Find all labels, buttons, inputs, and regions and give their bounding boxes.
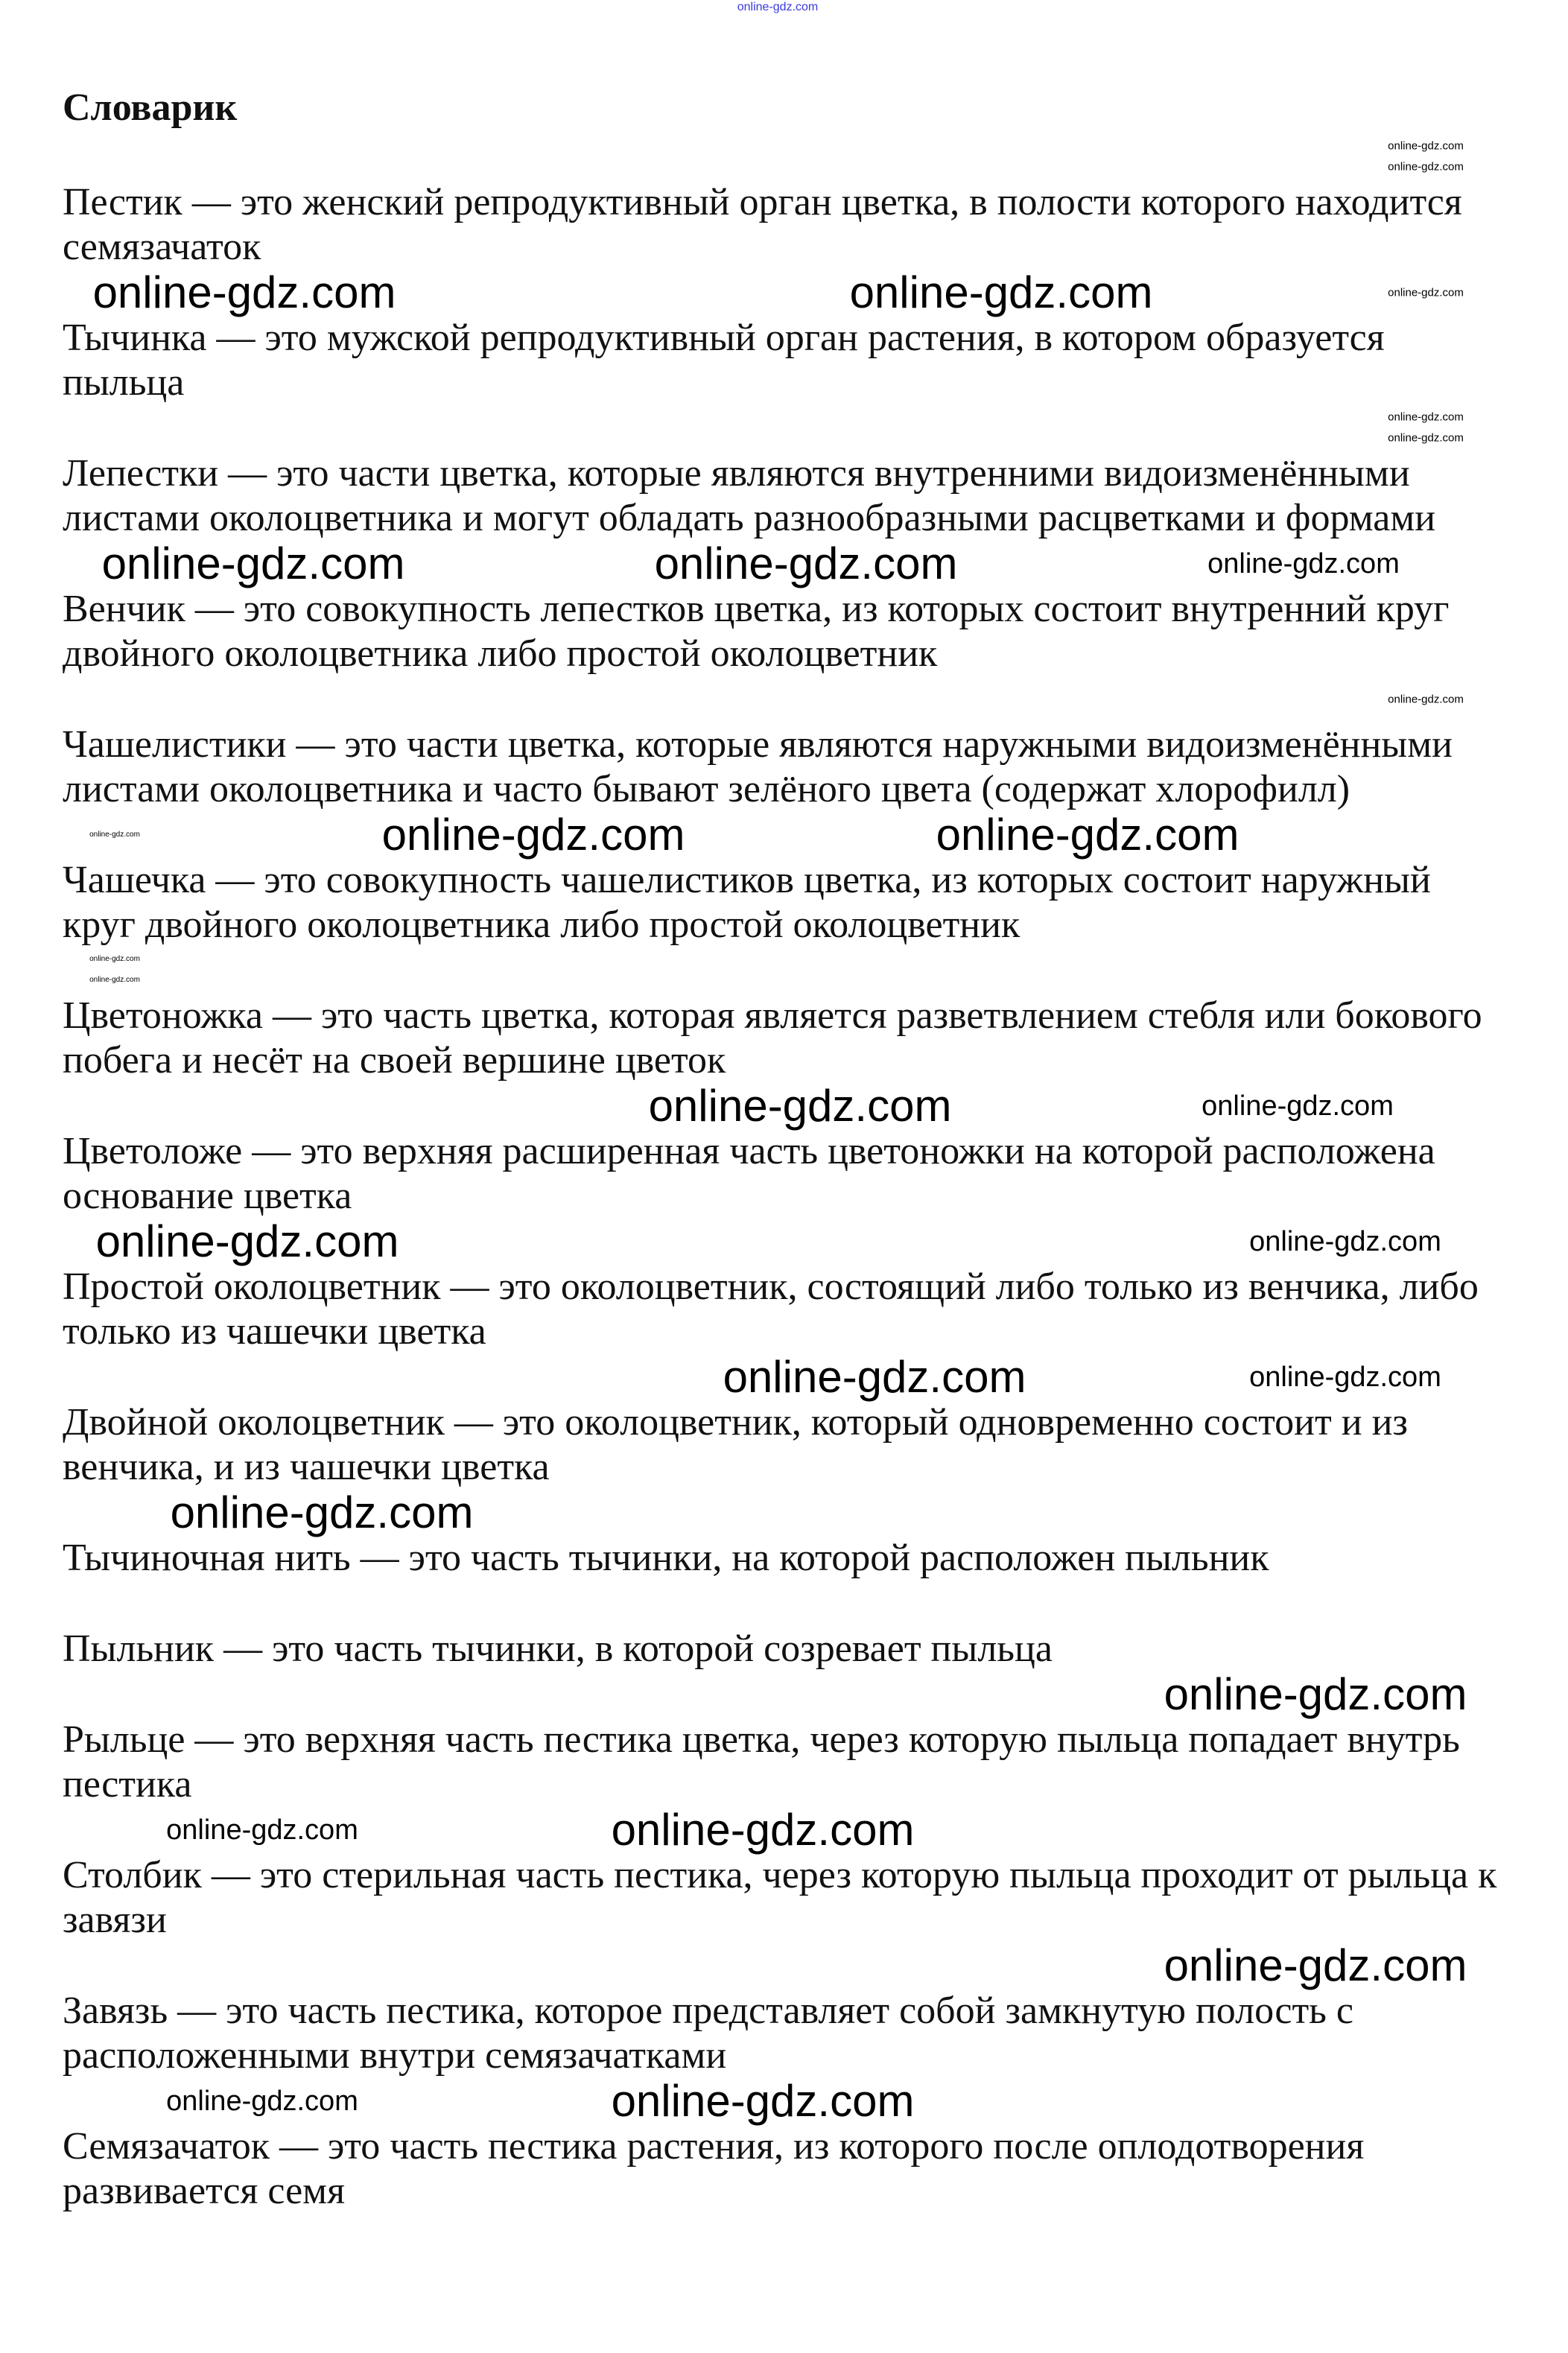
watermark: online-gdz.com — [89, 831, 140, 839]
entry-chashechka: Чашечка — это совокупность чашелистиков цветка, из которых состоит наружный круг двойного околоцветника либо простой околоцветник — [63, 859, 1431, 946]
spacer — [0, 405, 1568, 451]
entry-zavyaz: Завязь — это часть пестика, которое представляет собой замкнутую полость с расположенными внутри семязачатками — [63, 1990, 1353, 2077]
entry-chashelistiki: Чашелистики — это части цветка, которые являются наружными видоизменёнными листами околоцветника и часто бывают зелёного цвета (содержат хлорофилл) — [63, 723, 1453, 810]
entry-venchik: Венчик — это совокупность лепестков цветка, из которых состоит внутренний круг двойного околоцветника либо простой околоцветник — [63, 588, 1450, 675]
watermark: online-gdz.com — [723, 1352, 1026, 1402]
spacer — [0, 1354, 1568, 1400]
watermark: online-gdz.com — [101, 539, 405, 588]
watermark: online-gdz.com — [648, 1081, 952, 1131]
spacer — [0, 812, 1568, 858]
watermark: online-gdz.com — [1164, 1940, 1467, 1990]
glossary — [63, 82, 1523, 2214]
entry-dvoynoy-okolotsvetnik: Двойной околоцветник — это околоцветник, который одновременно состоит и из венчика, и из чашечки цветка — [63, 1401, 1408, 1488]
watermark: online-gdz.com — [166, 1814, 358, 1846]
spacer — [0, 1671, 1568, 1718]
watermark: online-gdz.com — [1388, 693, 1464, 706]
spacer — [0, 541, 1568, 587]
watermark: online-gdz.com — [1207, 548, 1400, 579]
watermark: online-gdz.com — [1388, 431, 1464, 445]
entry-stolbik: Столбик — это стерильная часть пестика, через которую пыльца проходит от рыльца к завязи — [63, 1854, 1497, 1941]
watermark: online-gdz.com — [1388, 410, 1464, 424]
watermark: online-gdz.com — [89, 955, 140, 963]
watermark: online-gdz.com — [654, 539, 958, 588]
entry-prostoy-okolotsvetnik: Простой околоцветник — это околоцветник, состоящий либо только из венчика, либо только из чашечки цветка — [63, 1266, 1479, 1353]
entry-tsvetolozhe: Цветоложе — это верхняя расширенная часть цветоножки на которой расположена основание цветка — [63, 1130, 1435, 1217]
spacer — [0, 947, 1568, 994]
watermark: online-gdz.com — [849, 267, 1153, 317]
watermark: online-gdz.com — [170, 1487, 474, 1537]
page-title: Словарик — [63, 86, 238, 129]
watermark: online-gdz.com — [611, 1805, 915, 1855]
entry-tsvetonozhka: Цветоножка — это часть цветка, которая является разветвлением стебля или бокового побега и несёт на своей вершине цветок — [63, 994, 1482, 1082]
entry-tychinka: Тычинка — это мужской репродуктивный орган растения, в котором образуется пыльца — [63, 317, 1385, 404]
watermark: online-gdz.com — [166, 2086, 358, 2117]
watermark: online-gdz.com — [381, 810, 685, 860]
spacer — [0, 676, 1568, 723]
watermark: online-gdz.com — [936, 810, 1240, 860]
spacer — [0, 1216, 1568, 1266]
watermark: online-gdz.com — [95, 1216, 399, 1266]
watermark: online-gdz.com — [1388, 139, 1464, 153]
spacer — [0, 1807, 1568, 1853]
watermark: online-gdz.com — [1388, 160, 1464, 174]
watermark: online-gdz.com — [1164, 1669, 1467, 1719]
spacer — [0, 134, 1568, 180]
entry-semyazachatok: Семязачаток — это часть пестика растения, из которого после оплодотворения развивается семя — [63, 2125, 1365, 2212]
watermark: online-gdz.com — [92, 267, 396, 317]
entry-ryltse: Рыльце — это верхняя часть пестика цветка, через которую пыльца попадает внутрь пестика — [63, 1718, 1460, 1806]
watermark: online-gdz.com — [1388, 286, 1464, 299]
spacer — [0, 1940, 1568, 1990]
entry-tychinochnaya-nit: Тычиночная нить — это часть тычинки, на которой расположен пыльник — [63, 1537, 1269, 1579]
entry-pestik: Пестик — это женский репродуктивный орган цветка, в полости которого находится семязачаток — [63, 181, 1462, 268]
watermark: online-gdz.com — [1249, 1226, 1441, 1257]
watermark: online-gdz.com — [1249, 1362, 1441, 1393]
spacer — [0, 1487, 1568, 1537]
spacer — [0, 1083, 1568, 1129]
spacer — [0, 2078, 1568, 2124]
entry-pylnik: Пыльник — это часть тычинки, в которой созревает пыльца — [63, 1628, 1053, 1670]
spacer — [0, 1581, 1568, 1627]
watermark: online-gdz.com — [1202, 1090, 1394, 1122]
watermark: online-gdz.com — [611, 2076, 915, 2126]
entry-lepestki: Лепестки — это части цветка, которые являются внутренними видоизменёнными листами околоцветника и могут обладать разнообразными расцветками и формами — [63, 452, 1436, 539]
watermark: online-gdz.com — [737, 1, 819, 13]
watermark: online-gdz.com — [89, 976, 140, 984]
spacer — [0, 267, 1568, 317]
